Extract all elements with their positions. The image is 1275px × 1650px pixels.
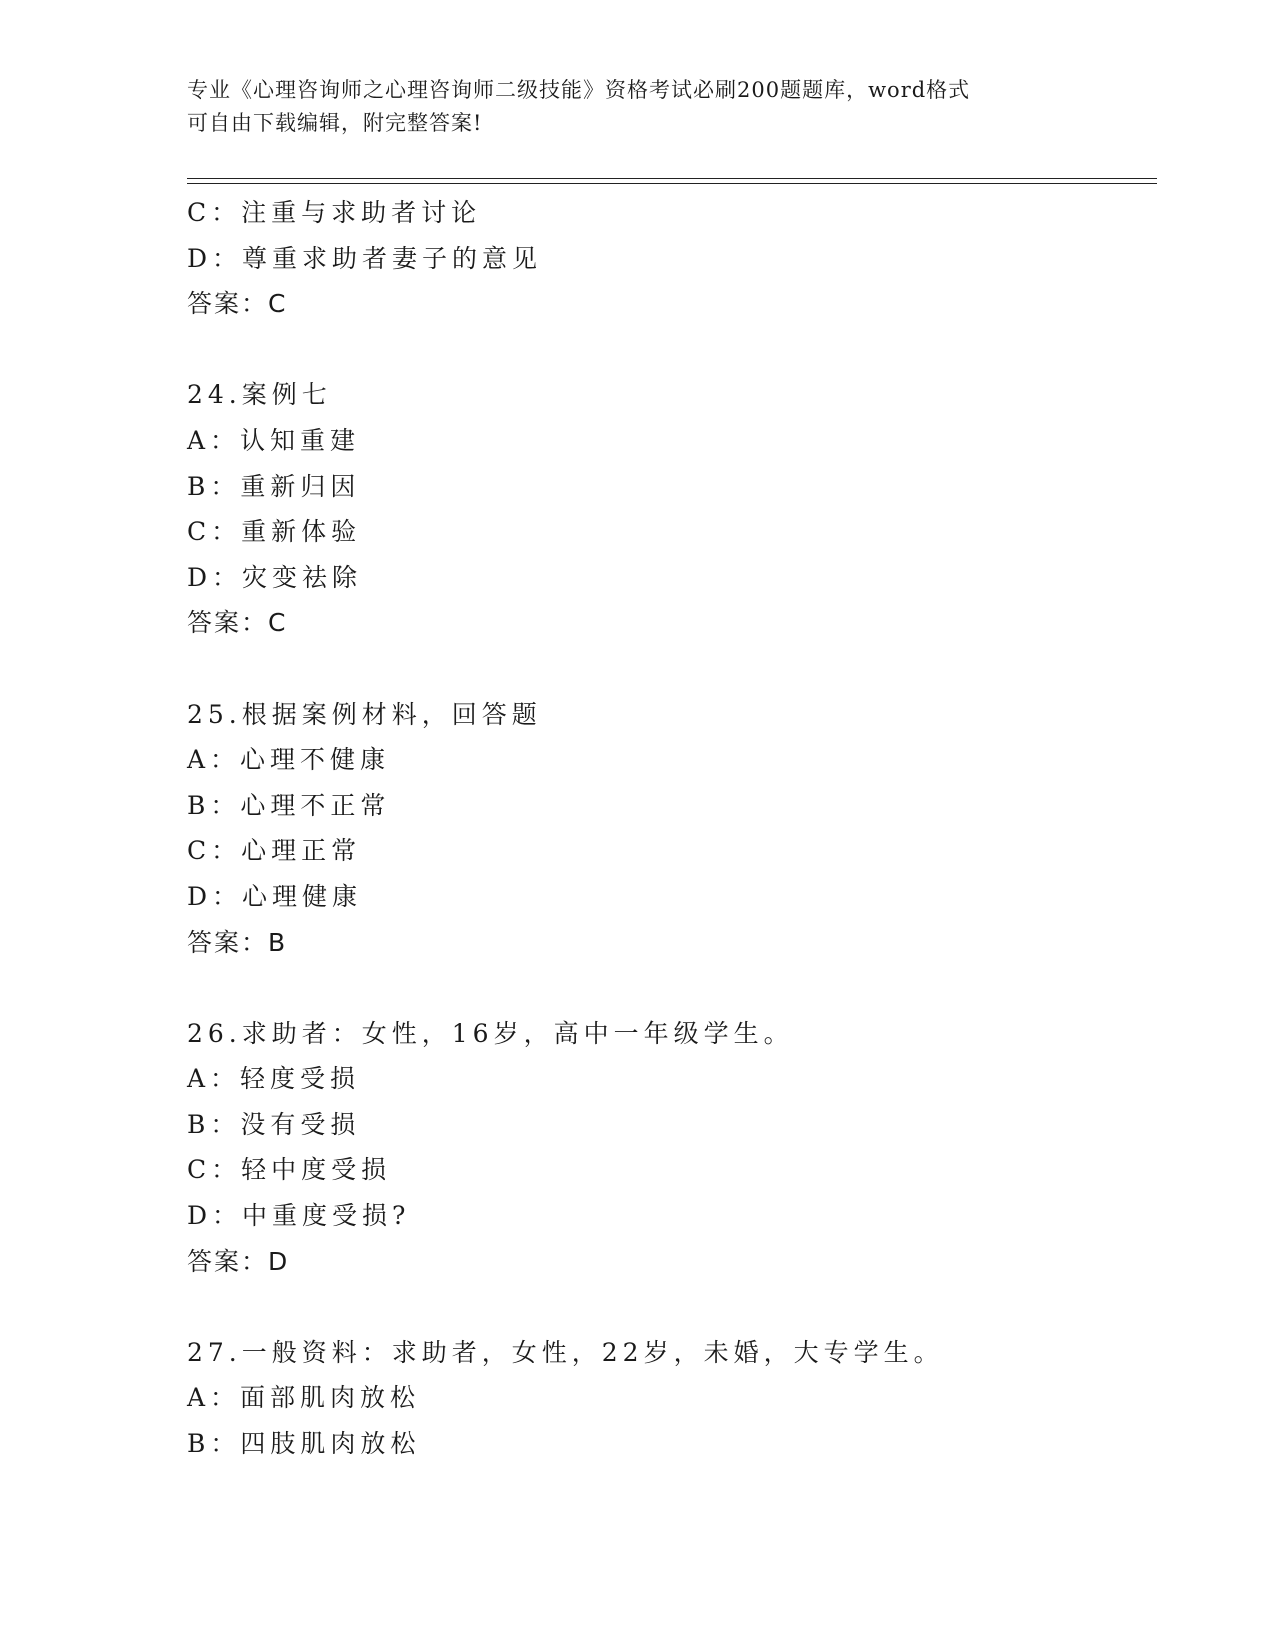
option-b: B：四肢肌肉放松	[187, 1429, 421, 1459]
question-title: 24.案例七	[187, 380, 332, 410]
option-c: C：注重与求助者讨论	[187, 198, 482, 227]
option-b: B：心理不正常	[187, 790, 391, 820]
answer-line: 答案：C	[187, 608, 288, 638]
option-c: C：轻中度受损	[187, 1155, 392, 1185]
question-title: 26.求助者：女性，16岁，高中一年级学生。	[187, 1018, 794, 1048]
spacer	[187, 1284, 1157, 1330]
document-header	[187, 74, 1087, 140]
option-d: D：尊重求助者妻子的意见	[187, 243, 543, 273]
answer-line: 答案：B	[187, 927, 288, 957]
answer-line: 答案：C	[187, 289, 288, 319]
question-block-24	[187, 372, 1157, 646]
option-b: B：重新归因	[187, 471, 361, 501]
spacer	[187, 646, 1157, 692]
question-block-25	[187, 692, 1157, 966]
header-line-1: 专业《心理咨询师之心理咨询师二级技能》资格考试必刷200题题库，word格式	[187, 78, 971, 102]
option-c: C：重新体验	[187, 517, 362, 547]
option-c: C：心理正常	[187, 836, 362, 866]
question-list	[187, 190, 1157, 1467]
header-line-2: 可自由下载编辑，附完整答案!	[187, 111, 483, 135]
question-title: 27.一般资料：求助者，女性，22岁，未婚，大专学生。	[187, 1337, 944, 1367]
header-divider-bottom	[187, 183, 1157, 184]
header-divider-top	[187, 178, 1157, 179]
option-a: A：认知重建	[187, 425, 361, 455]
option-a: A：轻度受损	[187, 1064, 361, 1094]
option-d: D：心理健康	[187, 881, 363, 911]
option-d: D：中重度受损?	[187, 1201, 411, 1231]
question-block-27	[187, 1330, 1157, 1467]
option-b: B：没有受损	[187, 1109, 361, 1139]
spacer	[187, 327, 1157, 373]
option-a: A：心理不健康	[187, 745, 391, 775]
question-title: 25.根据案例材料，回答题	[187, 699, 542, 729]
question-block-26	[187, 1011, 1157, 1285]
spacer	[187, 965, 1157, 1011]
question-block-continued	[187, 190, 1157, 327]
option-a: A：面部肌肉放松	[187, 1383, 421, 1413]
option-d: D：灾变祛除	[187, 562, 363, 592]
answer-line: 答案：D	[187, 1246, 290, 1276]
